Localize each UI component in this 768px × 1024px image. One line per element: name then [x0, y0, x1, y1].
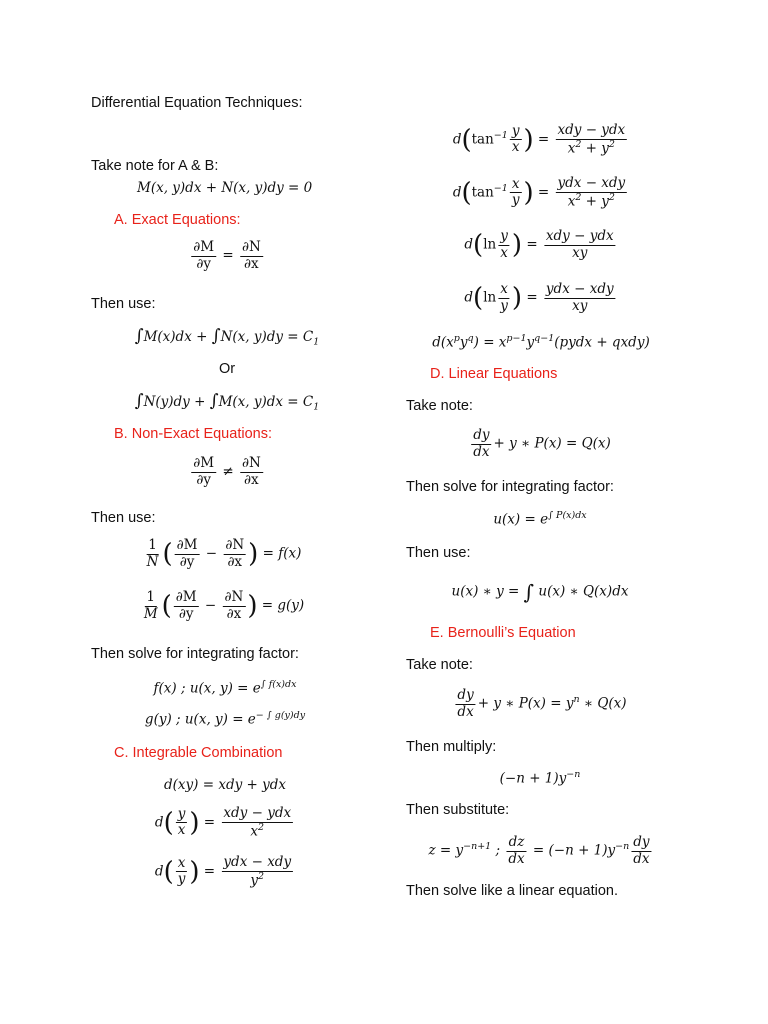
combination-ln-x-y: d(ln $\frac{x}{y}$ ) = $\frac{\text{ydx − xdy}}{xy}$	[464, 281, 614, 314]
non-exact-g-equation: $\frac{1}{M}$ ( $\frac{\partial M}{\partial y}$ − $\frac{\partial N}{\partial x}$ ) = g(y)	[143, 589, 305, 622]
integrating-factor-f: f(x) ; u(x, $y) = e^{\int f(x)dx}$	[153, 679, 297, 697]
combination-arctan-x-y: $d(\tan^{-1}$ $\frac{x}{y}$ ) = $\frac{\text{ydx − xdy}}{x^2 + y^2}$	[452, 175, 626, 210]
bernoulli-substitution: $z = y^{-n+1}$ ; $\frac{dz}{dx}$ = $(-n + 1)y^{-n}$ $\frac{dy}{dx}$	[428, 834, 650, 867]
integrating-factor-g: g(y) ; u(x, $y) = e^{- \int g(y)dy}$	[144, 710, 306, 728]
exact-condition: $\frac{\partial M}{\partial y}$ = $\frac{\partial N}{\partial x}$	[193, 239, 261, 272]
bernoulli-multiplier: $(-n + 1)y^{-n}$	[499, 769, 581, 787]
then-use-label-3: Then use:	[406, 545, 471, 561]
linear-integrating-factor: $u(x) = e^{\int P(x)dx}$	[493, 510, 587, 528]
linear-form: $\frac{dy}{dx}$ + y ∗ P(x) = Q(x)	[473, 427, 611, 460]
non-exact-f-equation: $\frac{1}{N}$ ( $\frac{\partial M}{\partial y}$ − $\frac{\partial N}{\partial x}$ ) = f(x)	[146, 537, 302, 570]
take-note-label-d: Take note:	[406, 398, 473, 414]
section-a-heading: A. Exact Equations:	[114, 212, 241, 228]
take-note-label-e: Take note:	[406, 657, 473, 673]
combination-d-x-over-y: d( $\frac{x}{y}$ ) = $\frac{\text{ydx − xdy}}{y^2}$	[154, 854, 292, 889]
linear-solution: u(x) ∗ y = ∫ u(x) ∗ Q(x)dx	[451, 580, 629, 604]
bernoulli-form: $\frac{dy}{dx}$ + y ∗ $P(x) = y^n$ ∗ Q(x)	[457, 687, 627, 720]
then-solve-if-label-1: Then solve for integrating factor:	[91, 646, 299, 662]
or-label: Or	[218, 361, 236, 377]
then-use-label-2: Then use:	[91, 510, 156, 526]
page-title: Differential Equation Techniques:	[91, 95, 303, 111]
combination-dxy: d(xy) = xdy + ydx	[164, 777, 286, 793]
non-exact-condition: $\frac{\partial M}{\partial y}$ ≠ $\frac{\partial N}{\partial x}$	[193, 455, 261, 488]
section-b-heading: B. Non-Exact Equations:	[114, 426, 272, 442]
section-e-heading: E. Bernoulli’s Equation	[430, 625, 576, 641]
then-substitute-label: Then substitute:	[406, 802, 510, 818]
combination-arctan-y-x: $d(\tan^{-1}$ $\frac{y}{x}$ ) = $\frac{\text{xdy − ydx}}{x^2 + y^2}$	[452, 122, 626, 157]
combination-ln-y-x: d(ln $\frac{y}{x}$ ) = $\frac{\text{xdy − ydx}}{xy}$	[464, 228, 614, 261]
exact-solution-2: ∫N(y)dy + ∫M(x, $y)dx = C_1$	[134, 391, 320, 413]
then-multiply-label: Then multiply:	[406, 739, 497, 755]
note-ab-label: Take note for A & B:	[91, 158, 219, 174]
section-d-heading: D. Linear Equations	[430, 366, 558, 382]
then-solve-if-label-2: Then solve for integrating factor:	[406, 479, 614, 495]
section-c-heading: C. Integrable Combination	[114, 745, 283, 761]
combination-d-y-over-x: d( $\frac{y}{x}$ ) = $\frac{\text{xdy − ydx}}{x^2}$	[154, 805, 292, 840]
exact-solution-1: ∫M(x)dx + ∫N(x, $y)dy = C_1$	[134, 326, 320, 348]
general-form-equation: M(x, y)dx + N(x, y)dy = 0	[137, 180, 313, 196]
then-use-label-1: Then use:	[91, 296, 156, 312]
combination-power: $d(x^py^q)$ = $x^{p-1}y^{q-1}(pydx$ + qxdy)	[432, 333, 650, 351]
then-solve-linear-label: Then solve like a linear equation.	[406, 883, 618, 899]
